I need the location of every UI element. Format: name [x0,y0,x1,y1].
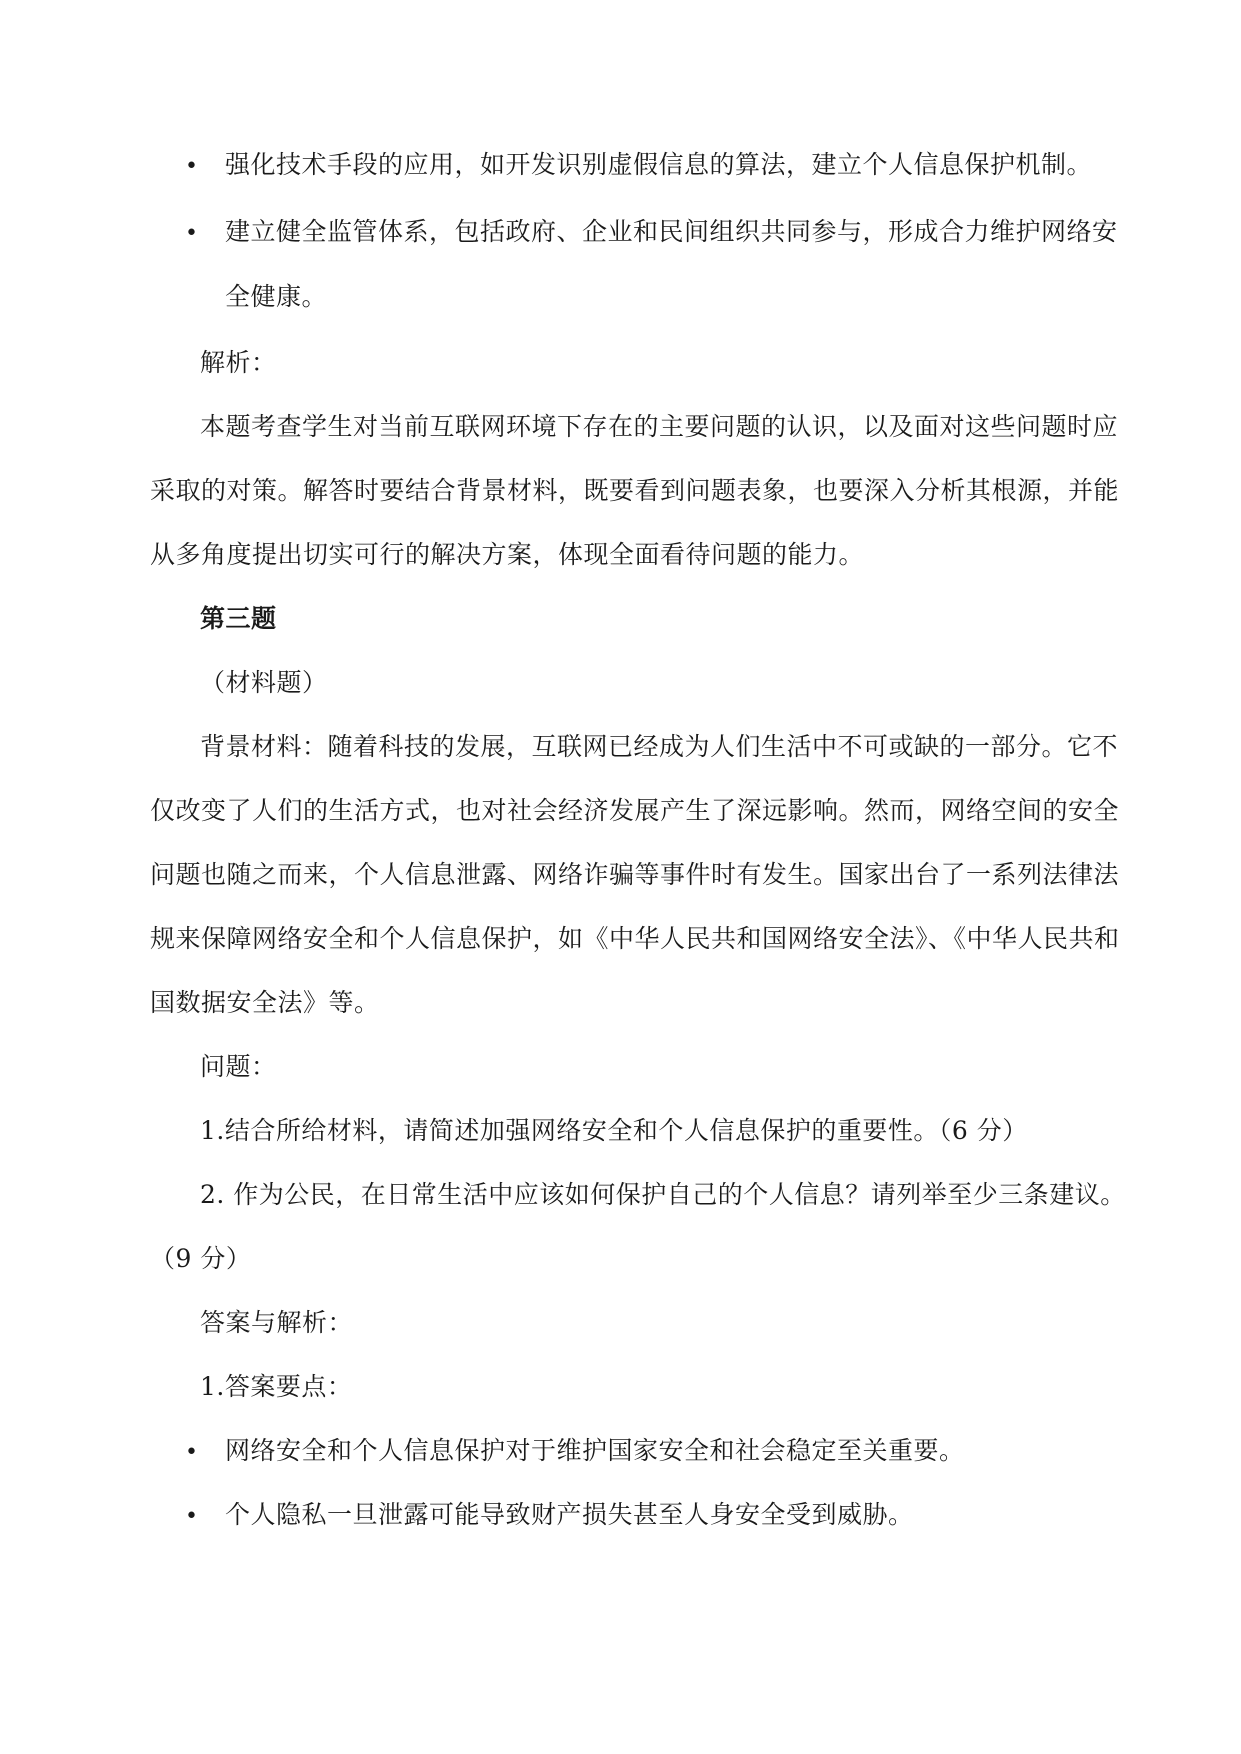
analysis-label: 解析： [200,348,277,377]
answer-1-label: 1.答案要点： [200,1372,353,1401]
bullet-marker: • [185,221,198,246]
background-line: 仅改变了人们的生活方式，也对社会经济发展产生了深远影响。然而，网络空间的安全 [150,796,1120,825]
bullet-marker: • [185,154,198,179]
analysis-line: 从多角度提出切实可行的解决方案，体现全面看待问题的能力。 [150,540,865,569]
bullet-text-continuation: 全健康。 [225,282,328,311]
question-2: 2. 作为公民，在日常生活中应该如何保护自己的个人信息？请列举至少三条建议。 [200,1180,1126,1209]
background-line: 问题也随之而来，个人信息泄露、网络诈骗等事件时有发生。国家出台了一系列法律法 [150,860,1120,889]
bullet-text: 建立健全监管体系，包括政府、企业和民间组织共同参与，形成合力维护网络安 [225,217,1118,246]
analysis-line: 本题考查学生对当前互联网环境下存在的主要问题的认识，以及面对这些问题时应 [200,412,1119,441]
question-label: 问题： [200,1052,277,1081]
bullet-text: 个人隐私一旦泄露可能导致财产损失甚至人身安全受到威胁。 [225,1500,914,1529]
background-line: 规来保障网络安全和个人信息保护，如《中华人民共和国网络安全法》、《中华人民共和 [150,924,1120,953]
answer-label: 答案与解析： [200,1308,354,1337]
bullet-text: 强化技术手段的应用，如开发识别虚假信息的算法，建立个人信息保护机制。 [225,150,1093,179]
analysis-line: 采取的对策。解答时要结合背景材料，既要看到问题表象，也要深入分析其根源，并能 [150,476,1120,505]
bullet-marker: • [185,1504,198,1529]
question-1: 1.结合所给材料，请简述加强网络安全和个人信息保护的重要性。（6 分） [200,1116,1028,1145]
bullet-marker: • [185,1440,198,1465]
bullet-text: 网络安全和个人信息保护对于维护国家安全和社会稳定至关重要。 [225,1436,965,1465]
background-line: 背景材料：随着科技的发展，互联网已经成为人们生活中不可或缺的一部分。它不 [200,732,1119,761]
question-2-points: （9 分） [150,1244,252,1273]
background-line: 国数据安全法》等。 [150,988,380,1017]
material-type: （材料题） [200,668,328,697]
section-title: 第三题 [200,604,277,633]
